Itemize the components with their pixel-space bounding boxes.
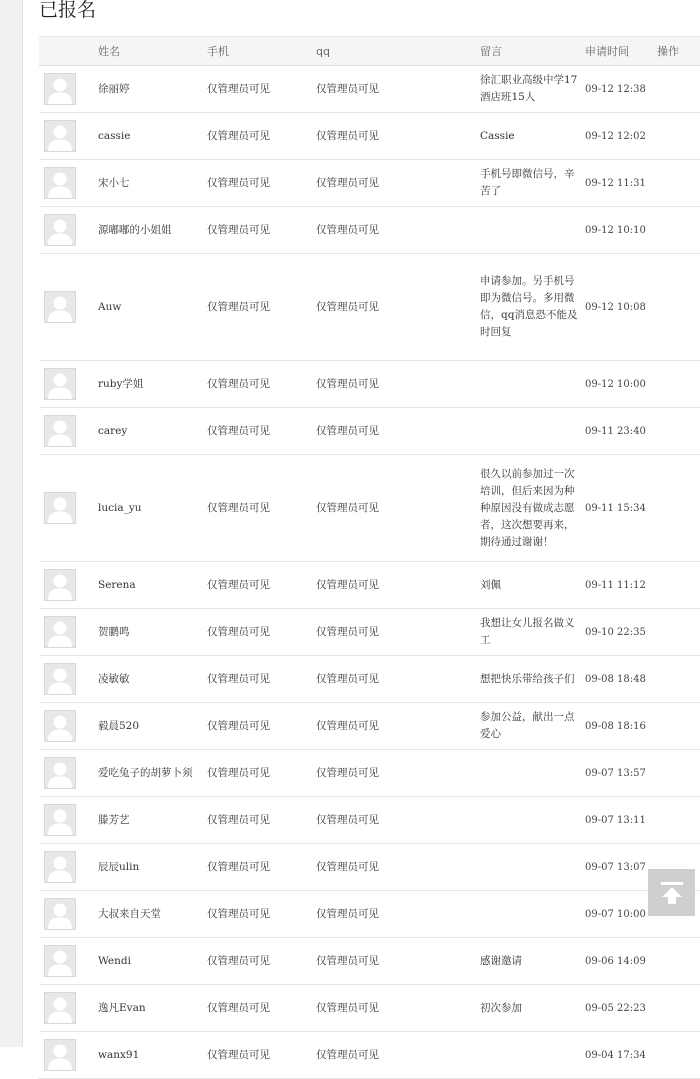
avatar-icon[interactable] — [44, 167, 76, 199]
row-message: 初次参加 — [480, 985, 585, 1032]
row-time: 09-08 18:48 — [585, 656, 657, 703]
row-action — [657, 797, 700, 844]
row-phone: 仅管理员可见 — [207, 207, 316, 254]
row-message — [480, 1032, 585, 1079]
table-row — [39, 455, 700, 562]
row-action — [657, 160, 700, 207]
row-time: 09-07 10:00 — [585, 891, 657, 938]
avatar-icon[interactable] — [44, 569, 76, 601]
avatar-icon[interactable] — [44, 945, 76, 977]
row-phone: 仅管理员可见 — [207, 985, 316, 1032]
row-message — [480, 891, 585, 938]
row-qq: 仅管理员可见 — [316, 656, 480, 703]
row-action — [657, 113, 700, 160]
row-phone: 仅管理员可见 — [207, 254, 316, 361]
avatar-icon[interactable] — [44, 368, 76, 400]
row-message: Cassie — [480, 113, 585, 160]
avatar-icon[interactable] — [44, 492, 76, 524]
row-name: Wendi — [98, 938, 207, 985]
row-name: 贺鹏鸣 — [98, 609, 207, 656]
avatar-icon[interactable] — [44, 804, 76, 836]
row-action — [657, 938, 700, 985]
row-message — [480, 844, 585, 891]
row-time: 09-04 17:34 — [585, 1032, 657, 1079]
table-row — [39, 1032, 700, 1079]
row-action — [657, 66, 700, 113]
table-row — [39, 113, 700, 160]
row-message — [480, 797, 585, 844]
table-row — [39, 254, 700, 361]
row-name: 宋小七 — [98, 160, 207, 207]
row-phone: 仅管理员可见 — [207, 938, 316, 985]
header-avatar — [39, 37, 98, 66]
header-name: 姓名 — [98, 37, 207, 66]
table-row — [39, 985, 700, 1032]
row-time: 09-12 10:00 — [585, 361, 657, 408]
table-row — [39, 938, 700, 985]
row-action — [657, 1032, 700, 1079]
row-qq: 仅管理员可见 — [316, 750, 480, 797]
header-phone: 手机 — [207, 37, 316, 66]
avatar-icon[interactable] — [44, 898, 76, 930]
row-message: 感谢邀请 — [480, 938, 585, 985]
avatar-icon[interactable] — [44, 616, 76, 648]
header-action: 操作 — [657, 37, 700, 66]
table-row — [39, 207, 700, 254]
row-qq: 仅管理员可见 — [316, 891, 480, 938]
row-qq: 仅管理员可见 — [316, 844, 480, 891]
row-time: 09-12 11:31 — [585, 160, 657, 207]
row-action — [657, 985, 700, 1032]
table-body — [39, 66, 700, 1079]
row-name: 大叔来自天堂 — [98, 891, 207, 938]
table-row — [39, 408, 700, 455]
row-name: Serena — [98, 562, 207, 609]
arrow-up-bar-icon — [659, 880, 685, 906]
row-time: 09-12 12:02 — [585, 113, 657, 160]
row-message — [480, 207, 585, 254]
row-time: 09-11 11:12 — [585, 562, 657, 609]
row-action — [657, 656, 700, 703]
row-phone: 仅管理员可见 — [207, 113, 316, 160]
row-phone: 仅管理员可见 — [207, 160, 316, 207]
row-time: 09-07 13:57 — [585, 750, 657, 797]
row-phone: 仅管理员可见 — [207, 797, 316, 844]
table-row — [39, 891, 700, 938]
row-time: 09-10 22:35 — [585, 609, 657, 656]
row-time: 09-05 22:23 — [585, 985, 657, 1032]
row-qq: 仅管理员可见 — [316, 562, 480, 609]
row-phone: 仅管理员可见 — [207, 66, 316, 113]
row-time: 09-11 23:40 — [585, 408, 657, 455]
back-to-top-button[interactable] — [648, 869, 695, 916]
row-phone: 仅管理员可见 — [207, 455, 316, 562]
row-action — [657, 609, 700, 656]
row-message: 徐汇职业高级中学17酒店班15人 — [480, 66, 585, 113]
row-name: wanx91 — [98, 1032, 207, 1079]
row-time: 09-11 15:34 — [585, 455, 657, 562]
row-phone: 仅管理员可见 — [207, 562, 316, 609]
row-message: 参加公益，献出一点爱心 — [480, 703, 585, 750]
row-qq: 仅管理员可见 — [316, 408, 480, 455]
row-name: 凌敏敏 — [98, 656, 207, 703]
row-phone: 仅管理员可见 — [207, 1032, 316, 1079]
row-message: 申请参加。另手机号即为微信号。多用微信，qq消息恐不能及时回复 — [480, 254, 585, 361]
row-name: 源嘟嘟的小姐姐 — [98, 207, 207, 254]
registrations-table-wrapper — [39, 36, 700, 1061]
row-name: lucia_yu — [98, 455, 207, 562]
row-qq: 仅管理员可见 — [316, 455, 480, 562]
avatar-icon[interactable] — [44, 710, 76, 742]
row-time: 09-12 12:38 — [585, 66, 657, 113]
row-name: 辰辰ulin — [98, 844, 207, 891]
row-qq: 仅管理员可见 — [316, 361, 480, 408]
row-time: 09-07 13:07 — [585, 844, 657, 891]
row-name: ruby学姐 — [98, 361, 207, 408]
row-time: 09-12 10:10 — [585, 207, 657, 254]
row-name: 逸凡Evan — [98, 985, 207, 1032]
row-name: 毅晨520 — [98, 703, 207, 750]
avatar-icon[interactable] — [44, 1039, 76, 1071]
row-time: 09-08 18:16 — [585, 703, 657, 750]
row-action — [657, 408, 700, 455]
row-message — [480, 408, 585, 455]
row-action — [657, 750, 700, 797]
row-time: 09-06 14:09 — [585, 938, 657, 985]
left-side-strip — [0, 0, 23, 1047]
avatar-icon[interactable] — [44, 992, 76, 1024]
table-row — [39, 750, 700, 797]
row-phone: 仅管理员可见 — [207, 703, 316, 750]
row-name: Auw — [98, 254, 207, 361]
table-row — [39, 562, 700, 609]
row-name: 滕芳艺 — [98, 797, 207, 844]
row-name: carey — [98, 408, 207, 455]
row-name: 爱吃兔子的胡萝卜须 — [98, 750, 207, 797]
row-action — [657, 254, 700, 361]
table-row — [39, 66, 700, 113]
row-qq: 仅管理员可见 — [316, 160, 480, 207]
table-header-row — [39, 37, 700, 66]
row-qq: 仅管理员可见 — [316, 703, 480, 750]
table-row — [39, 656, 700, 703]
row-action — [657, 703, 700, 750]
row-qq: 仅管理员可见 — [316, 797, 480, 844]
row-action — [657, 562, 700, 609]
page-title: 已报名 — [39, 0, 97, 21]
row-time: 09-07 13:11 — [585, 797, 657, 844]
avatar-icon[interactable] — [44, 757, 76, 789]
row-time: 09-12 10:08 — [585, 254, 657, 361]
row-qq: 仅管理员可见 — [316, 1032, 480, 1079]
avatar-icon[interactable] — [44, 73, 76, 105]
avatar-icon[interactable] — [44, 415, 76, 447]
row-name: 徐丽婷 — [98, 66, 207, 113]
row-qq: 仅管理员可见 — [316, 207, 480, 254]
avatar-icon[interactable] — [44, 851, 76, 883]
table-row — [39, 361, 700, 408]
table-row — [39, 797, 700, 844]
table-row — [39, 703, 700, 750]
row-phone: 仅管理员可见 — [207, 750, 316, 797]
registrations-table — [39, 36, 700, 1079]
avatar-icon[interactable] — [44, 120, 76, 152]
row-qq: 仅管理员可见 — [316, 938, 480, 985]
row-phone: 仅管理员可见 — [207, 891, 316, 938]
row-phone: 仅管理员可见 — [207, 844, 316, 891]
table-row — [39, 609, 700, 656]
header-time: 申请时间 — [585, 37, 657, 66]
row-phone: 仅管理员可见 — [207, 408, 316, 455]
row-message — [480, 750, 585, 797]
avatar-icon[interactable] — [44, 663, 76, 695]
row-message: 刘佩 — [480, 562, 585, 609]
row-action — [657, 361, 700, 408]
row-qq: 仅管理员可见 — [316, 985, 480, 1032]
row-qq: 仅管理员可见 — [316, 113, 480, 160]
avatar-icon[interactable] — [44, 291, 76, 323]
row-qq: 仅管理员可见 — [316, 254, 480, 361]
row-message: 很久以前参加过一次培训，但后来因为种种原因没有做成志愿者，这次想要再来，期待通过谢谢！ — [480, 455, 585, 562]
row-message: 想把快乐带给孩子们 — [480, 656, 585, 703]
table-row — [39, 160, 700, 207]
row-phone: 仅管理员可见 — [207, 609, 316, 656]
header-message: 留言 — [480, 37, 585, 66]
avatar-icon[interactable] — [44, 214, 76, 246]
header-qq: qq — [316, 37, 480, 66]
row-qq: 仅管理员可见 — [316, 609, 480, 656]
row-message: 我想让女儿报名做义工 — [480, 609, 585, 656]
row-name: cassie — [98, 113, 207, 160]
row-phone: 仅管理员可见 — [207, 656, 316, 703]
row-action — [657, 207, 700, 254]
row-qq: 仅管理员可见 — [316, 66, 480, 113]
row-message — [480, 361, 585, 408]
table-row — [39, 844, 700, 891]
row-action — [657, 455, 700, 562]
row-phone: 仅管理员可见 — [207, 361, 316, 408]
row-message: 手机号即微信号，辛苦了 — [480, 160, 585, 207]
